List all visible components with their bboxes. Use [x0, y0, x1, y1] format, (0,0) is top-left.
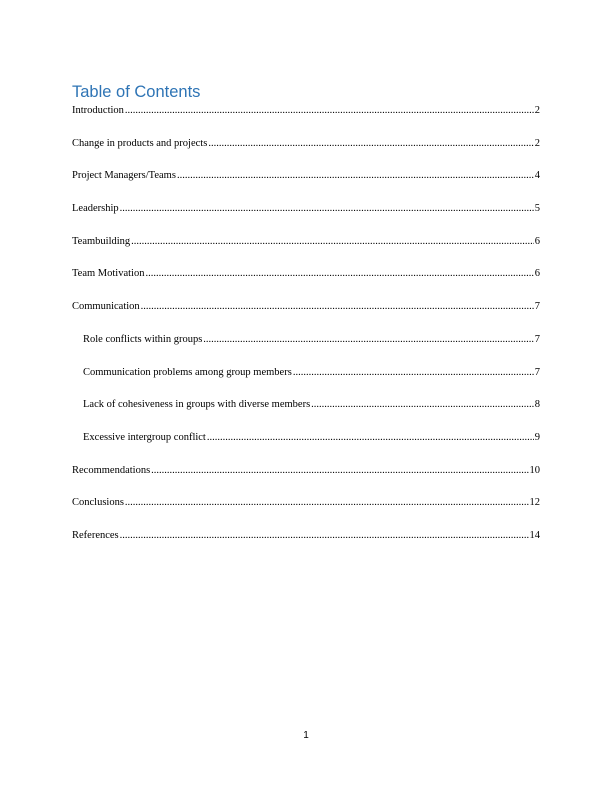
toc-entry-page: 6 — [534, 268, 540, 280]
toc-dot-leader — [141, 298, 534, 316]
toc-entry-label: Leadership — [72, 203, 119, 215]
toc-entry-conclusions[interactable] — [72, 494, 540, 527]
toc-entry-leadership[interactable] — [72, 200, 540, 233]
toc-entry-label: Role conflicts within groups — [83, 333, 203, 345]
toc-entry-label: Conclusions — [72, 497, 124, 509]
toc-entry-page: 14 — [529, 529, 540, 541]
toc-entry-page: 7 — [534, 333, 540, 345]
toc-entry-label: Project Managers/Teams — [72, 170, 176, 182]
toc-dot-leader — [177, 167, 534, 185]
toc-entry-page: 7 — [534, 366, 540, 378]
toc-entry-role-conflicts[interactable] — [72, 331, 540, 364]
toc-list — [72, 102, 540, 560]
toc-dot-leader — [293, 364, 534, 382]
toc-entry-page: 4 — [534, 170, 540, 182]
toc-entry-communication-problems[interactable] — [72, 364, 540, 397]
toc-dot-leader — [151, 462, 528, 480]
toc-entry-page: 8 — [534, 399, 540, 411]
toc-dot-leader — [125, 102, 534, 120]
toc-entry-label: Change in products and projects — [72, 137, 208, 149]
toc-entry-teambuilding[interactable] — [72, 233, 540, 266]
toc-dot-leader — [203, 331, 533, 349]
toc-entry-team-motivation[interactable] — [72, 265, 540, 298]
toc-entry-recommendations[interactable] — [72, 462, 540, 495]
toc-dot-leader — [311, 396, 534, 414]
toc-entry-page: 5 — [534, 203, 540, 215]
toc-dot-leader — [120, 200, 534, 218]
toc-entry-page: 9 — [534, 431, 540, 443]
toc-entry-label: Communication problems among group members — [83, 366, 292, 378]
toc-entry-communication[interactable] — [72, 298, 540, 331]
toc-entry-lack-of-cohesiveness[interactable] — [72, 396, 540, 429]
toc-dot-leader — [208, 135, 533, 153]
toc-entry-label: Team Motivation — [72, 268, 145, 280]
toc-entry-project-managers[interactable] — [72, 167, 540, 200]
toc-dot-leader — [120, 527, 529, 545]
toc-entry-page: 2 — [534, 105, 540, 116]
toc-entry-intergroup-conflict[interactable] — [72, 429, 540, 462]
toc-entry-label: References — [72, 529, 119, 541]
toc-entry-label: Excessive intergroup conflict — [83, 431, 206, 443]
page-number: 1 — [303, 730, 309, 741]
toc-entry-page: 6 — [534, 235, 540, 247]
toc-entry-page: 7 — [534, 301, 540, 313]
toc-entry-label: Introduction — [72, 105, 124, 116]
toc-entry-label: Lack of cohesiveness in groups with diverse members — [83, 399, 311, 411]
toc-entry-label: Recommendations — [72, 464, 151, 476]
toc-entry-page: 12 — [529, 497, 540, 509]
toc-entry-page: 2 — [534, 137, 540, 149]
toc-heading: Table of Contents — [72, 83, 201, 101]
toc-dot-leader — [125, 494, 529, 512]
toc-entry-change-in-products[interactable] — [72, 135, 540, 168]
toc-entry-label: Teambuilding — [72, 235, 131, 247]
toc-entry-introduction[interactable] — [72, 102, 540, 135]
toc-entry-label: Communication — [72, 301, 140, 313]
toc-entry-references[interactable] — [72, 527, 540, 560]
toc-dot-leader — [207, 429, 534, 447]
toc-entry-page: 10 — [529, 464, 540, 476]
toc-dot-leader — [131, 233, 534, 251]
toc-dot-leader — [145, 265, 533, 283]
